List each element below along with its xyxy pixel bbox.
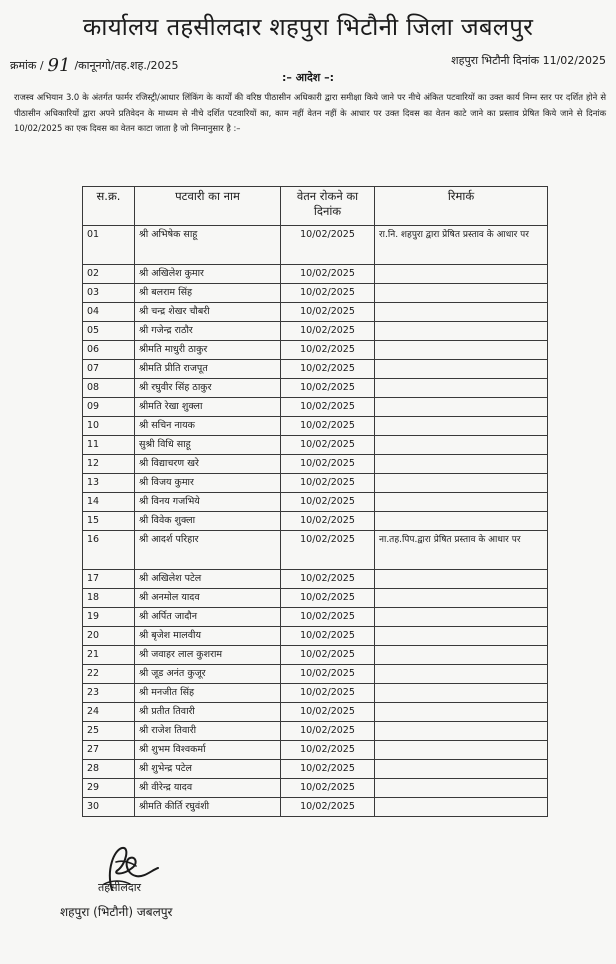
row-name: श्री बलराम सिंह [135,284,281,303]
row-name: श्री राजेश तिवारी [135,722,281,741]
row-name: श्री विद्याचरण खरे [135,455,281,474]
row-name: श्रीमति माधुरी ठाकुर [135,341,281,360]
row-date: 10/02/2025 [281,608,375,627]
row-name: श्री अनमोल यादव [135,589,281,608]
table-row [83,722,548,741]
row-remark [375,360,548,379]
table-row [83,703,548,722]
row-remark [375,665,548,684]
signatory-office: शहपुरा (भिटौनी) जबलपुर [60,905,173,919]
row-name: श्री जूड अनंत कुजूर [135,665,281,684]
row-remark [375,284,548,303]
row-name: श्री शुभम विश्वकर्मा [135,741,281,760]
table-row [83,665,548,684]
row-name: श्री रघुवीर सिंह ठाकुर [135,379,281,398]
row-date: 10/02/2025 [281,341,375,360]
row-remark [375,760,548,779]
row-sno: 02 [83,265,135,284]
row-sno: 27 [83,741,135,760]
ref-prefix: क्रमांक / [10,59,44,72]
row-date: 10/02/2025 [281,531,375,570]
row-sno: 16 [83,531,135,570]
row-remark [375,493,548,512]
row-remark [375,455,548,474]
row-sno: 17 [83,570,135,589]
row-sno: 12 [83,455,135,474]
table-row [83,493,548,512]
table-row [83,284,548,303]
row-sno: 19 [83,608,135,627]
row-remark [375,570,548,589]
row-sno: 24 [83,703,135,722]
row-name: श्री बृजेश मालवीय [135,627,281,646]
row-remark [375,703,548,722]
row-remark [375,341,548,360]
table-row [83,646,548,665]
row-date: 10/02/2025 [281,703,375,722]
row-date: 10/02/2025 [281,493,375,512]
order-heading: :– आदेश –: [281,71,335,84]
row-remark [375,436,548,455]
row-date: 10/02/2025 [281,741,375,760]
row-remark [375,627,548,646]
row-name: श्री मनजीत सिंह [135,684,281,703]
row-date: 10/02/2025 [281,570,375,589]
row-name: श्री प्रतीत तिवारी [135,703,281,722]
table-row [83,531,548,570]
row-date: 10/02/2025 [281,474,375,493]
table-row [83,512,548,531]
row-date: 10/02/2025 [281,265,375,284]
row-sno: 03 [83,284,135,303]
row-name: श्री अर्पित जादौन [135,608,281,627]
row-name: श्रीमति रेखा शुक्ला [135,398,281,417]
row-remark [375,741,548,760]
row-date: 10/02/2025 [281,455,375,474]
row-name: श्रीमति प्रीति राजपूत [135,360,281,379]
row-sno: 21 [83,646,135,665]
row-sno: 11 [83,436,135,455]
table-row [83,379,548,398]
row-name: श्री विनय गजभिये [135,493,281,512]
row-name: श्री अखिलेश कुमार [135,265,281,284]
row-date: 10/02/2025 [281,627,375,646]
row-name: श्री अभिषेक साहू [135,226,281,265]
row-date: 10/02/2025 [281,512,375,531]
row-remark [375,417,548,436]
header-date: वेतन रोकने का दिनांक [281,187,375,226]
row-remark [375,779,548,798]
table-row [83,265,548,284]
row-remark [375,474,548,493]
table-row [83,684,548,703]
row-date: 10/02/2025 [281,398,375,417]
row-date: 10/02/2025 [281,798,375,817]
table-row [83,436,548,455]
table-row [83,570,548,589]
table-row [83,608,548,627]
row-sno: 22 [83,665,135,684]
table-body [83,226,548,817]
row-sno: 15 [83,512,135,531]
table-row [83,627,548,646]
row-date: 10/02/2025 [281,722,375,741]
row-remark: ना.तह.पिप.द्वारा प्रेषित प्रस्ताव के आधार पर [375,531,548,570]
issue-date: शहपुरा भिटौनी दिनांक 11/02/2025 [451,54,606,67]
row-date: 10/02/2025 [281,360,375,379]
row-sno: 18 [83,589,135,608]
row-sno: 13 [83,474,135,493]
row-name: श्री आदर्श परिहार [135,531,281,570]
row-sno: 09 [83,398,135,417]
table-row [83,760,548,779]
table-row [83,341,548,360]
row-date: 10/02/2025 [281,322,375,341]
table-row [83,798,548,817]
row-date: 10/02/2025 [281,417,375,436]
table-row [83,398,548,417]
row-remark [375,722,548,741]
table-row [83,303,548,322]
row-remark [375,398,548,417]
ref-number: 91 [47,55,71,76]
row-date: 10/02/2025 [281,589,375,608]
row-remark [375,303,548,322]
row-name: श्री चन्द्र शेखर चौबरी [135,303,281,322]
ref-suffix: /कानूनगो/तह.शह./2025 [74,59,179,72]
order-paragraph: राजस्व अभियान 3.0 के अंतर्गत फार्मर रजिस्ट्री/आधार लिंकिंग के कार्यों की वरिष्ठ पीठासीन अधिकारी द्वारा समीक्षा किये जाने पर नीचे अंकित पटवारियों का उक्त कार्य निम्न स्तर पर दर्शित होने से पीठासीन अधिकारियों द्वारा अपने प्रतिवेदन के माध्यम से नीचे दर्शित पटवारियों का, काम नहीं वेतन नहीं के आधार पर उक्त दिवस का वेतन काटे जाने का प्रस्ताव प्रेषित किये जाने से दिनांक 10/02/2025 का एक दिवस का वेतन काटा जाता है जो निम्नानुसार है :– [14,92,606,133]
row-sno: 10 [83,417,135,436]
row-remark: रा.नि. शहपुरा द्वारा प्रेषित प्रस्ताव के आधार पर [375,226,548,265]
row-date: 10/02/2025 [281,284,375,303]
row-sno: 04 [83,303,135,322]
row-remark [375,265,548,284]
table-row [83,589,548,608]
row-name: श्री विजय कुमार [135,474,281,493]
row-name: श्रीमति कीर्ति रघुवंशी [135,798,281,817]
row-sno: 23 [83,684,135,703]
row-sno: 06 [83,341,135,360]
patwari-table [82,186,548,817]
row-sno: 07 [83,360,135,379]
table-row [83,455,548,474]
row-date: 10/02/2025 [281,436,375,455]
row-name: श्री सचिन नायक [135,417,281,436]
table-header-row [83,187,548,226]
row-name: श्री शुभेन्द्र पटेल [135,760,281,779]
signatory-designation: तहसीलदार [98,881,142,894]
row-name: श्री वीरेन्द्र यादव [135,779,281,798]
row-sno: 14 [83,493,135,512]
row-sno: 29 [83,779,135,798]
header-remark: रिमार्क [375,187,548,226]
row-date: 10/02/2025 [281,646,375,665]
row-sno: 20 [83,627,135,646]
table-row [83,322,548,341]
row-name: श्री जवाहर लाल कुशराम [135,646,281,665]
row-remark [375,798,548,817]
row-remark [375,322,548,341]
row-remark [375,684,548,703]
table-row [83,474,548,493]
header-name: पटवारी का नाम [135,187,281,226]
row-sno: 05 [83,322,135,341]
row-sno: 28 [83,760,135,779]
table-row [83,417,548,436]
row-sno: 25 [83,722,135,741]
table-row [83,741,548,760]
row-sno: 08 [83,379,135,398]
row-remark [375,512,548,531]
row-remark [375,589,548,608]
row-remark [375,608,548,627]
table-row [83,226,548,265]
row-sno: 30 [83,798,135,817]
row-sno: 01 [83,226,135,265]
row-date: 10/02/2025 [281,684,375,703]
row-name: श्री गजेन्द्र राठौर [135,322,281,341]
row-date: 10/02/2025 [281,226,375,265]
office-title: कार्यालय तहसीलदार शहपुरा भिटौनी जिला जबलपुर [82,13,534,41]
row-name: सुश्री विधि साहू [135,436,281,455]
row-date: 10/02/2025 [281,303,375,322]
row-remark [375,379,548,398]
row-name: श्री अखिलेश पटेल [135,570,281,589]
row-date: 10/02/2025 [281,379,375,398]
table-row [83,360,548,379]
row-date: 10/02/2025 [281,779,375,798]
header-sno: स.क्र. [83,187,135,226]
row-name: श्री विवेक शुक्ला [135,512,281,531]
row-date: 10/02/2025 [281,665,375,684]
table-row [83,779,548,798]
row-date: 10/02/2025 [281,760,375,779]
row-remark [375,646,548,665]
